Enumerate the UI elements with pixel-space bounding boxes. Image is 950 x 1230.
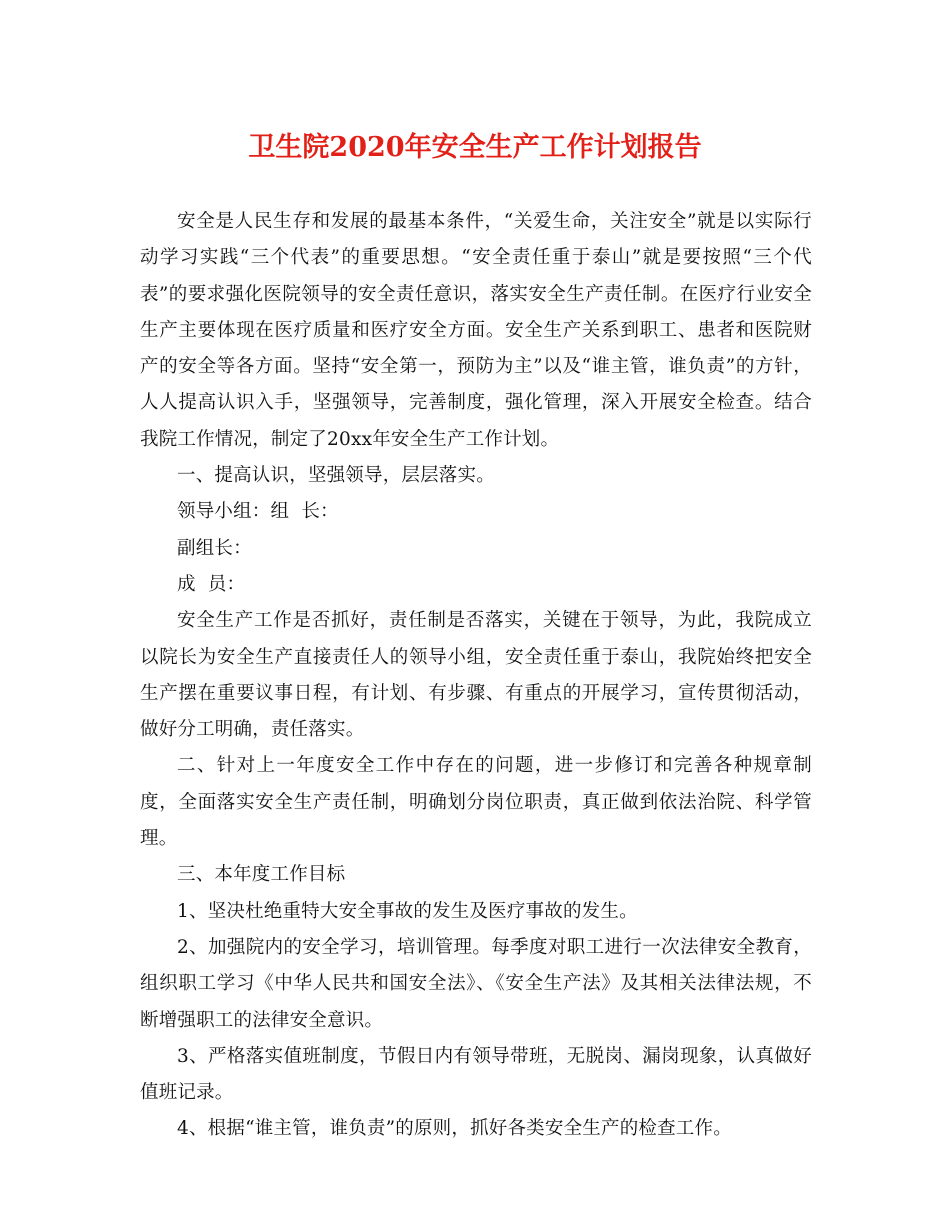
paragraph-intro: 安全是人民生存和发展的最基本条件，“关爱生命，关注安全”就是以实际行动学习实践“三个代表”的重要思想。“安全责任重于泰山”就是要按照“三个代表”的要求强化医院领导的安全责任意识，落实安全生产责任制。在医疗行业安全生产主要体现在医疗质量和医疗安全方面。安全生产关系到职工、患者和医院财产的安全等各方面。坚持“安全第一，预防为主”以及“谁主管，谁负责”的方针，人人提高认识入手，坚强领导，完善制度，强化管理，深入开展安全检查。结合我院工作情况，制定了20xx年安全生产工作计划。 xyxy=(140,211,812,450)
deputy-leader-label: 副组长： xyxy=(177,537,252,559)
document-body xyxy=(140,204,812,1148)
section-heading-2: 二、针对上一年度安全工作中存在的问题，进一步修订和完善各种规章制度，全面落实安全生产责任制，明确划分岗位职责，真正做到依法治院、科学管理。 xyxy=(140,755,812,850)
leader-group-label: 领导小组：组 长： xyxy=(177,501,339,523)
section-heading-3: 三、本年度工作目标 xyxy=(177,864,346,886)
members-label: 成 员： xyxy=(177,573,246,595)
goal-item-3: 3、严格落实值班制度，节假日内有领导带班，无脱岗、漏岗现象，认真做好值班记录。 xyxy=(140,1045,812,1104)
document-title: 卫生院2020年安全生产工作计划报告 xyxy=(248,132,702,163)
goal-item-2: 2、加强院内的安全学习，培训管理。每季度对职工进行一次法律安全教育，组织职工学习《中华人民共和国安全法》、《安全生产法》及其相关法律法规，不断增强职工的法律安全意识。 xyxy=(140,936,812,1031)
section-heading-1: 一、提高认识，坚强领导，层层落实。 xyxy=(177,465,495,487)
paragraph-leadership: 安全生产工作是否抓好，责任制是否落实，关键在于领导，为此，我院成立以院长为安全生产直接责任人的领导小组，安全责任重于泰山，我院始终把安全生产摆在重要议事日程，有计划、有步骤、有重点的开展学习，宣传贯彻活动，做好分工明确，责任落实。 xyxy=(140,610,812,741)
goal-item-1: 1、坚决杜绝重特大安全事故的发生及医疗事故的发生。 xyxy=(177,900,638,922)
goal-item-4: 4、根据“谁主管，谁负责”的原则，抓好各类安全生产的检查工作。 xyxy=(177,1118,732,1140)
